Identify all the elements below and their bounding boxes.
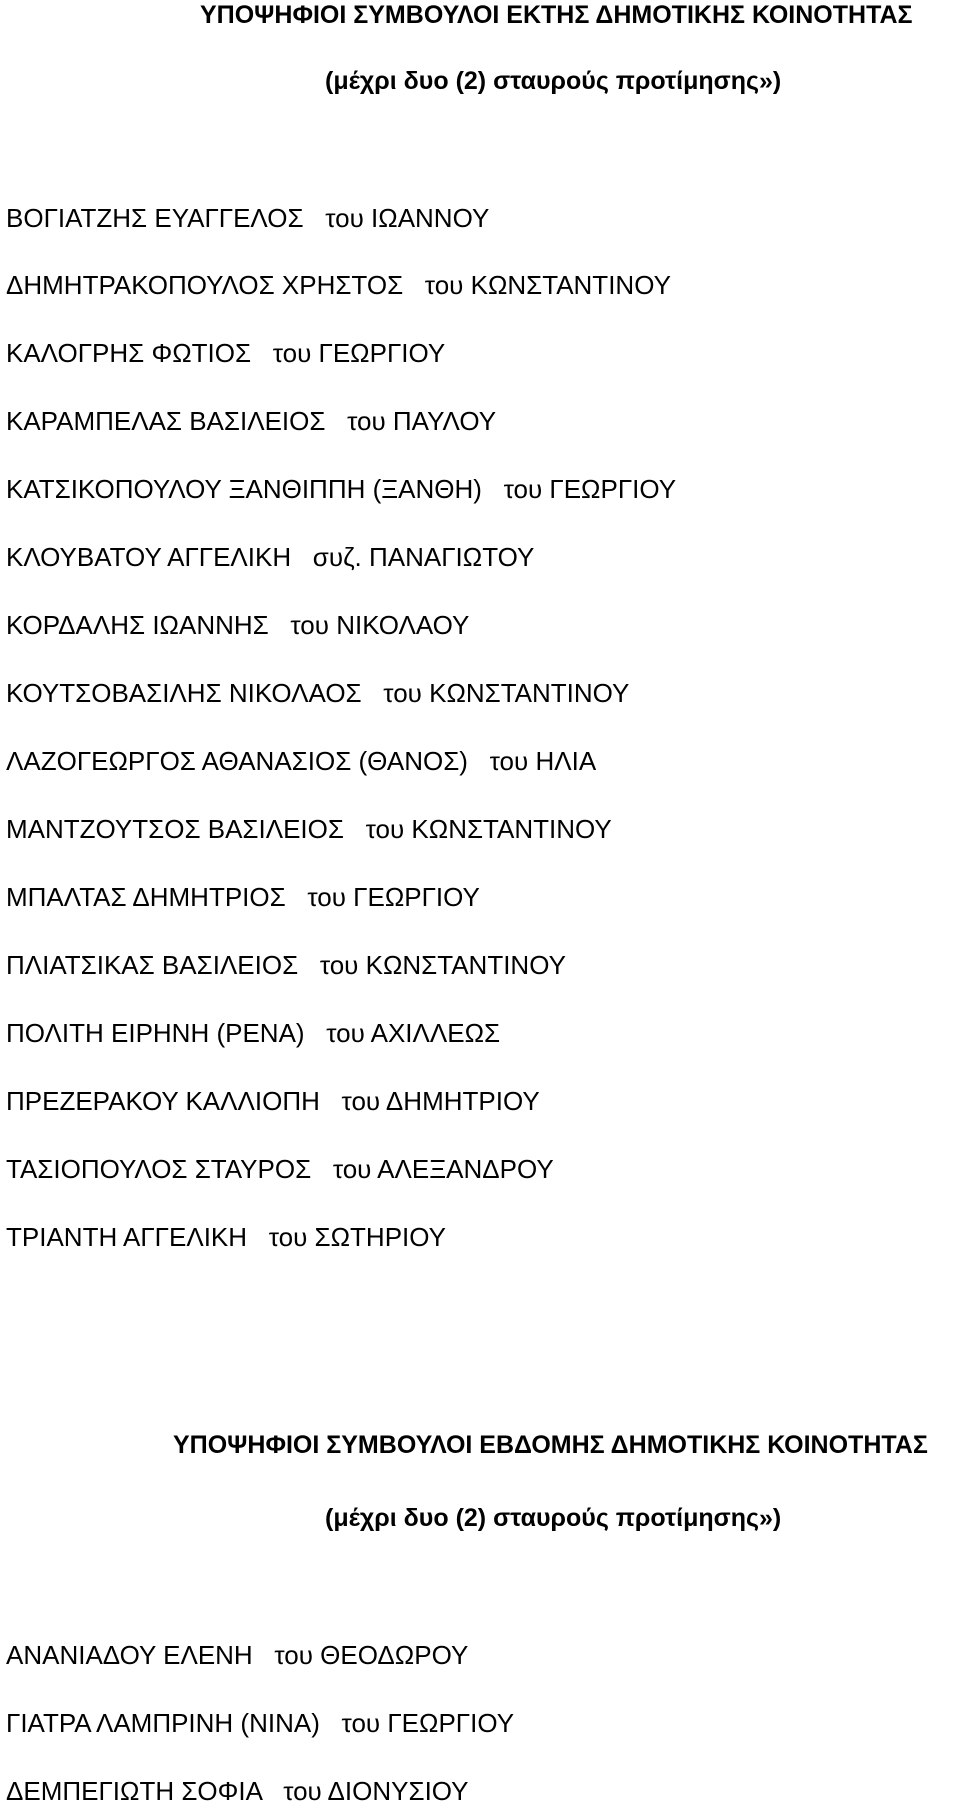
- list-item: ΤΡΙΑΝΤΗ ΑΓΓΕΛΙΚΗ του ΣΩΤΗΡΙΟΥ: [6, 1222, 446, 1252]
- list-item: ΔΗΜΗΤΡΑΚΟΠΟΥΛΟΣ ΧΡΗΣΤΟΣ του ΚΩΝΣΤΑΝΤΙΝΟΥ: [6, 270, 671, 300]
- list-item: ΚΑΤΣΙΚΟΠΟΥΛΟΥ ΞΑΝΘΙΠΠΗ (ΞΑΝΘΗ) του ΓΕΩΡΓΙΟΥ: [6, 474, 677, 504]
- list-item: ΠΛΙΑΤΣΙΚΑΣ ΒΑΣΙΛΕΙΟΣ του ΚΩΝΣΤΑΝΤΙΝΟΥ: [6, 950, 566, 980]
- section2-title: ΥΠΟΨΗΦΙΟΙ ΣΥΜΒΟΥΛΟΙ ΕΒΔΟΜΗΣ ΔΗΜΟΤΙΚΗΣ ΚΟΙΝΟΤΗΤΑΣ: [173, 1431, 928, 1459]
- list-item: ΛΑΖΟΓΕΩΡΓΟΣ ΑΘΑΝΑΣΙΟΣ (ΘΑΝΟΣ) του ΗΛΙΑ: [6, 746, 597, 776]
- list-item: ΚΟΥΤΣΟΒΑΣΙΛΗΣ ΝΙΚΟΛΑΟΣ του ΚΩΝΣΤΑΝΤΙΝΟΥ: [6, 678, 630, 708]
- list-item: ΑΝΑΝΙΑΔΟΥ ΕΛΕΝΗ του ΘΕΟΔΩΡΟΥ: [6, 1640, 469, 1670]
- list-item: ΠΟΛΙΤΗ ΕΙΡΗΝΗ (ΡΕΝΑ) του ΑΧΙΛΛΕΩΣ: [6, 1018, 501, 1048]
- list-item: ΚΑΡΑΜΠΕΛΑΣ ΒΑΣΙΛΕΙΟΣ του ΠΑΥΛΟΥ: [6, 406, 497, 436]
- list-item: ΜΠΑΛΤΑΣ ΔΗΜΗΤΡΙΟΣ του ΓΕΩΡΓΙΟΥ: [6, 882, 480, 912]
- list-item: ΒΟΓΙΑΤΖΗΣ ΕΥΑΓΓΕΛΟΣ του ΙΩΑΝΝΟΥ: [6, 203, 490, 233]
- list-item: ΜΑΝΤΖΟΥΤΣΟΣ ΒΑΣΙΛΕΙΟΣ του ΚΩΝΣΤΑΝΤΙΝΟΥ: [6, 814, 612, 844]
- list-item: ΔΕΜΠΕΓΙΩΤΗ ΣΟΦΙΑ του ΔΙΟΝΥΣΙΟΥ: [6, 1776, 469, 1806]
- list-item: ΚΑΛΟΓΡΗΣ ΦΩΤΙΟΣ του ΓΕΩΡΓΙΟΥ: [6, 338, 446, 368]
- section1-title: ΥΠΟΨΗΦΙΟΙ ΣΥΜΒΟΥΛΟΙ ΕΚΤΗΣ ΔΗΜΟΤΙΚΗΣ ΚΟΙΝΟΤΗΤΑΣ: [200, 1, 913, 29]
- list-item: ΠΡΕΖΕΡΑΚΟΥ ΚΑΛΛΙΟΠΗ του ΔΗΜΗΤΡΙΟΥ: [6, 1086, 540, 1116]
- section2-subtitle: (μέχρι δυο (2) σταυρούς προτίμησης»): [325, 1504, 782, 1532]
- list-item: ΓΙΑΤΡΑ ΛΑΜΠΡΙΝΗ (ΝΙΝΑ) του ΓΕΩΡΓΙΟΥ: [6, 1708, 515, 1738]
- list-item: ΚΛΟΥΒΑΤΟΥ ΑΓΓΕΛΙΚΗ συζ. ΠΑΝΑΓΙΩΤΟΥ: [6, 542, 535, 572]
- list-item: ΤΑΣΙΟΠΟΥΛΟΣ ΣΤΑΥΡΟΣ του ΑΛΕΞΑΝΔΡΟΥ: [6, 1154, 554, 1184]
- list-item: ΚΟΡΔΑΛΗΣ ΙΩΑΝΝΗΣ του ΝΙΚΟΛΑΟΥ: [6, 610, 470, 640]
- section1-subtitle: (μέχρι δυο (2) σταυρούς προτίμησης»): [325, 67, 782, 95]
